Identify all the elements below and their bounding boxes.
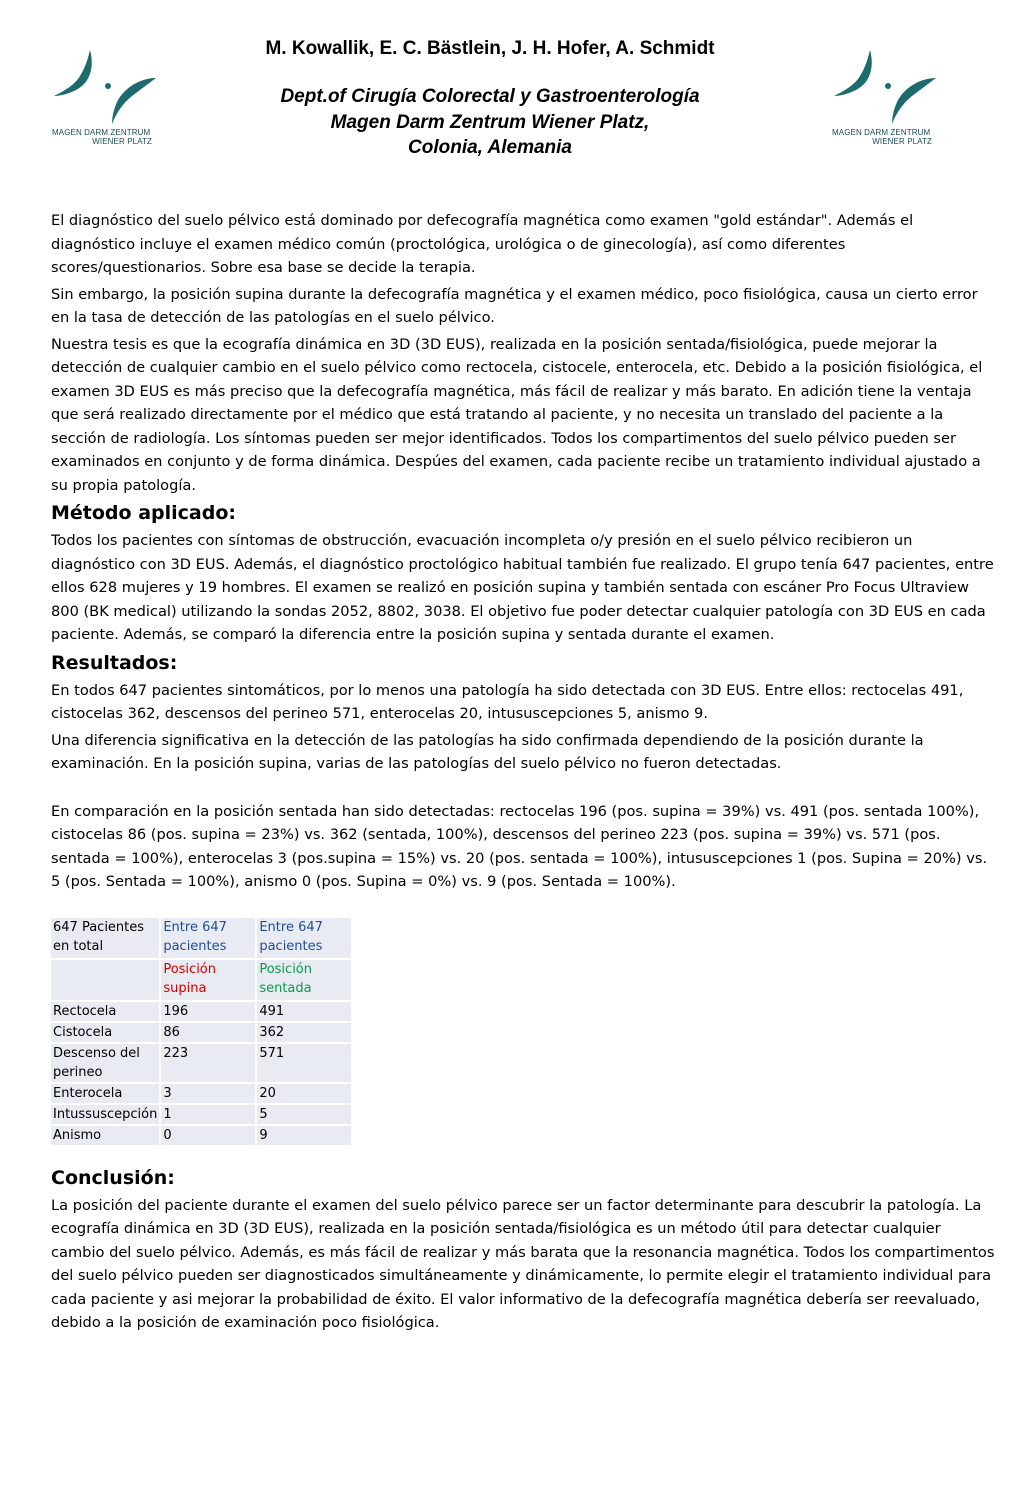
logo-name-line1: MAGEN DARM ZENTRUM: [832, 128, 931, 137]
table-cell: 0: [161, 1126, 255, 1145]
table-cell: Entre 647 pacientes: [161, 918, 255, 958]
table-cell: 9: [257, 1126, 351, 1145]
table-cell: Anismo: [51, 1126, 159, 1145]
table-row: [51, 1084, 351, 1103]
mdz-logo-icon: [52, 44, 158, 124]
logo-name-line1: MAGEN DARM ZENTRUM: [52, 128, 151, 137]
table-cell: Rectocela: [51, 1002, 159, 1021]
table-header-row: [51, 918, 351, 958]
table-cell: 86: [161, 1023, 255, 1042]
table-cell: 5: [257, 1105, 351, 1124]
table-row: [51, 1126, 351, 1145]
table-cell: 20: [257, 1084, 351, 1103]
table-cell: 196: [161, 1002, 255, 1021]
logo-name-line2: WIENER PLATZ: [92, 137, 152, 146]
table-row: [51, 1023, 351, 1042]
affiliation-line-3: Colonia, Alemania: [408, 137, 572, 158]
intro-paragraph-2: Sin embargo, la posición supina durante la defecografía magnética y el examen médico, poco fisiológica, causa un cierto error en la tasa de detección de las patologías en el suelo pélvico.: [51, 285, 978, 326]
mdz-logo-icon: [832, 44, 938, 124]
table-cell: Posición supina: [161, 960, 255, 1000]
table-cell: 491: [257, 1002, 351, 1021]
table-header-row: [51, 960, 351, 1000]
intro-paragraph-1: El diagnóstico del suelo pélvico está dominado por defecografía magnética como examen "gold estándar". Además el diagnóstico incluye el examen médico común (proctológica, urológica o de ginecología), así como diferentes scores/questionarios. Sobre esa base se decide la terapia.: [51, 212, 914, 276]
authors: M. Kowallik, E. C. Bästlein, J. H. Hofer, A. Schmidt: [265, 38, 715, 59]
results-table: [49, 916, 353, 1147]
table-cell: 1: [161, 1105, 255, 1124]
method-heading: Método aplicado:: [51, 502, 236, 524]
affiliation-line-2: Magen Darm Zentrum Wiener Platz,: [330, 111, 650, 133]
intro-paragraph-3: Nuestra tesis es que la ecografía dinámica en 3D (3D EUS), realizada en la posición sentada/fisiológica, puede mejorar la detección de cualquier cambio en el suelo pélvico como rectocela, cistocele, enterocela, etc. Debido a la posición fisiológica, el examen 3D EUS es más preciso que la defecografía magnética, más fácil de realizar y más barato. En adición tiene la ventaja que será realizado directamente por el médico que está tratando al paciente, y no necesita un translado del paciente a la sección de radiología. Los síntomas pueden ser mejor identificados. Todos los compartimentos del suelo pélvico pueden ser examinados en conjunto y de forma dinámica. Despúes del examen, cada paciente recibe un tratamiento individual ajustado a su propia patología.: [51, 335, 983, 494]
table-row: [51, 1002, 351, 1021]
table-cell: Cistocela: [51, 1023, 159, 1042]
table-cell: 223: [161, 1044, 255, 1082]
poster-body: [51, 209, 996, 1338]
table-cell: Posición sentada: [257, 960, 351, 1000]
affiliation-line-1: Dept.of Cirugía Colorectal y Gastroenterología: [280, 86, 700, 107]
table-row: [51, 1044, 351, 1082]
table-cell: 362: [257, 1023, 351, 1042]
method-paragraph: Todos los pacientes con síntomas de obstrucción, evacuación incompleta o/y presión en el suelo pélvico recibieron un diagnóstico con 3D EUS. Además, el diagnóstico proctológico habitual también fue realizado. El grupo tenía 647 pacientes, entre ellos 628 mujeres y 19 hombres. El examen se realizó en posición supina y también sentada con escáner Pro Focus Ultraview 800 (BK medical) utilizando la sondas 2052, 8802, 3038. El objetivo fue poder detectar cualquier patología con 3D EUS en cada paciente. Además, se comparó la diferencia entre la posición supina y sentada durante el examen.: [51, 532, 994, 643]
results-heading: Resultados:: [51, 651, 178, 674]
table-cell: Intussuscepción: [53, 1106, 158, 1122]
results-paragraph-1: En todos 647 pacientes sintomáticos, por lo menos una patología ha sido detectada con 3D EUS. Entre ellos: rectocelas 491, cistocelas 362, descensos del perineo 571, enterocelas 20, intususcepciones 5, anismo 9.: [51, 681, 964, 722]
conclusion-paragraph: La posición del paciente durante el examen del suelo pélvico parece ser un factor determinante para descubrir la patología. La ecografía dinámica en 3D (3D EUS), realizada en la posición sentada/fisiológica es un método útil para detectar cualquier cambio del suelo pélvico. Además, es más fácil de realizar y más barata que la resonancia magnética. Todos los compartimentos del suelo pélvico pueden ser diagnosticados simultáneamente y dinámicamente, lo permite elegir el tratamiento individual para cada paciente y asi mejorar la probabilidad de éxito. El valor informativo de la defecografía magnética debería ser reevaluado, debido a la posición de examinación poco fisiológica.: [51, 1196, 995, 1331]
poster-header: [230, 37, 750, 161]
logo-left: [52, 44, 158, 144]
affiliation: [230, 84, 750, 161]
table-cell: 647 Pacientes en total: [51, 918, 159, 958]
conclusion-heading: Conclusión:: [51, 1166, 175, 1189]
table-cell: Descenso del perineo: [51, 1044, 159, 1082]
logo-name-line2: WIENER PLATZ: [872, 137, 932, 146]
table-cell: Entre 647 pacientes: [257, 918, 351, 958]
logo-right: [832, 44, 938, 144]
table-cell: 3: [161, 1084, 255, 1103]
results-paragraph-3: En comparación en la posición sentada han sido detectadas: rectocelas 196 (pos. supina = 39%) vs. 491 (pos. sentada 100%), cistocelas 86 (pos. supina = 23%) vs. 362 (sentada, 100%), descensos del perineo 223 (pos. supina = 39%) vs. 571 (pos. sentada = 100%), enterocelas 3 (pos.supina = 15%) vs. 20 (pos. sentada = 100%), intususcepciones 1 (pos. Supina = 20%) vs. 5 (pos. Sentada = 100%), anismo 0 (pos. Supina = 0%) vs. 9 (pos. Sentada = 100%).: [51, 802, 988, 890]
results-paragraph-2: Una diferencia significativa en la detección de las patologías ha sido confirmada dependiendo de la posición durante la examinación. En la posición supina, varias de las patologías del suelo pélvico no fueron detectadas.: [51, 731, 924, 772]
table-cell: Enterocela: [51, 1084, 159, 1103]
table-cell: [51, 960, 159, 1000]
table-cell: 571: [257, 1044, 351, 1082]
table-row: [51, 1105, 351, 1124]
